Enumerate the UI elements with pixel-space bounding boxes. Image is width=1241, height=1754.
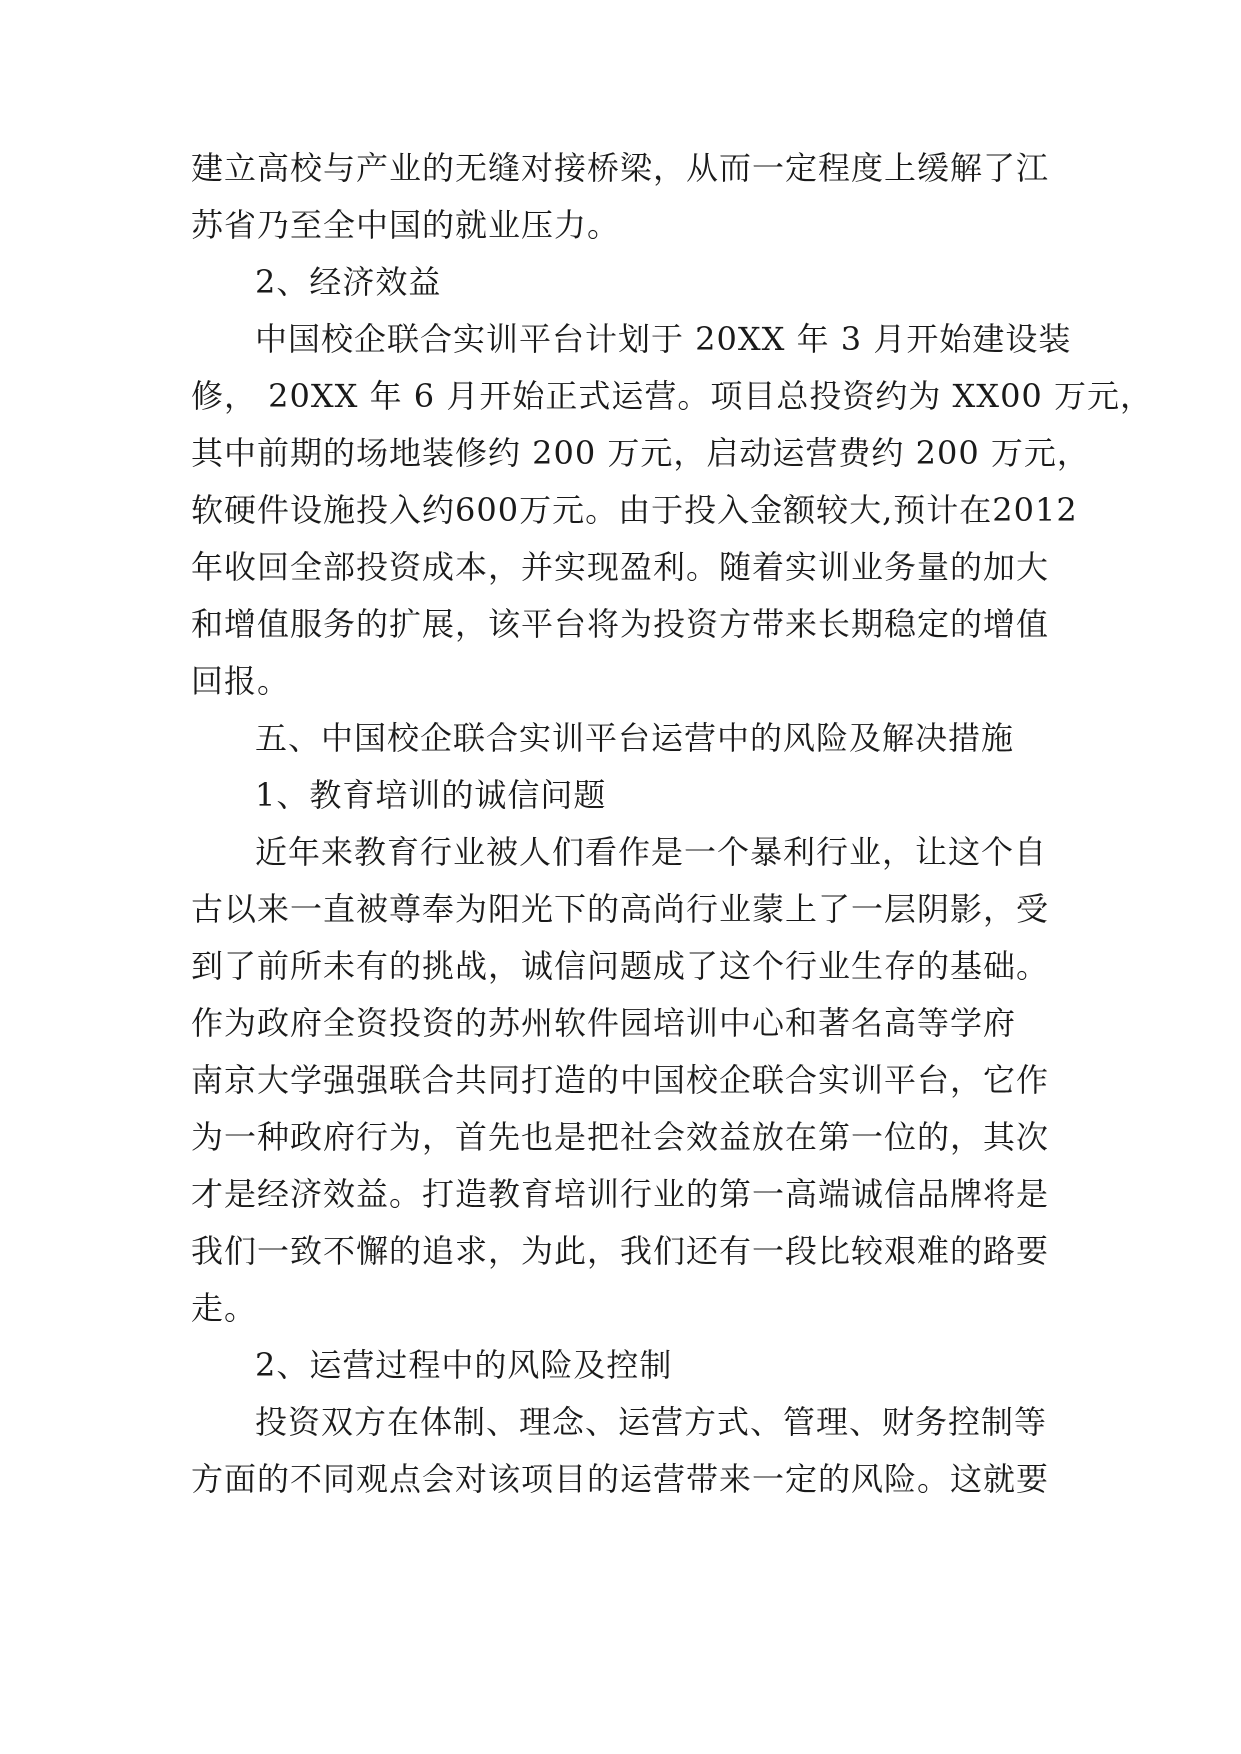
text-line: 为一种政府行为，首先也是把社会效益放在第一位的，其次	[191, 1118, 1050, 1156]
text-line: 作为政府全资投资的苏州软件园培训中心和著名高等学府	[191, 1004, 1017, 1042]
text-line: 我们一致不懈的追求，为此，我们还有一段比较艰难的路要	[191, 1232, 1050, 1270]
text-line: 方面的不同观点会对该项目的运营带来一定的风险。这就要	[191, 1460, 1050, 1498]
text-line: 近年来教育行业被人们看作是一个暴利行业，让这个自	[255, 833, 1048, 871]
section-heading: 1、教育培训的诚信问题	[255, 776, 607, 814]
text-line: 南京大学强强联合共同打造的中国校企联合实训平台，它作	[191, 1061, 1050, 1099]
text-line: 苏省乃至全中国的就业压力。	[191, 206, 621, 244]
text-line: 才是经济效益。打造教育培训行业的第一高端诚信品牌将是	[191, 1175, 1050, 1213]
text-line: 和增值服务的扩展，该平台将为投资方带来长期稳定的增值	[191, 605, 1050, 643]
text-line: 到了前所未有的挑战，诚信问题成了这个行业生存的基础。	[191, 947, 1050, 985]
section-heading: 五、中国校企联合实训平台运营中的风险及解决措施	[255, 719, 1015, 757]
text-line: 其中前期的场地装修约 200 万元，启动运营费约 200 万元，	[191, 434, 1090, 472]
text-line: 软硬件设施投入约600万元。由于投入金额较大,预计在2012	[191, 491, 1078, 529]
text-line: 年收回全部投资成本，并实现盈利。随着实训业务量的加大	[191, 548, 1050, 586]
text-line: 建立高校与产业的无缝对接桥梁，从而一定程度上缓解了江	[191, 149, 1050, 187]
text-line: 走。	[191, 1289, 258, 1327]
text-line: 古以来一直被尊奉为阳光下的高尚行业蒙上了一层阴影，受	[191, 890, 1050, 928]
text-line: 回报。	[191, 662, 291, 700]
section-heading: 2、运营过程中的风险及控制	[255, 1346, 673, 1384]
text-line: 投资双方在体制、理念、运营方式、管理、财务控制等	[255, 1403, 1048, 1441]
section-heading: 2、经济效益	[255, 263, 442, 301]
text-line: 修， 20XX 年 6 月开始正式运营。项目总投资约为 XX00 万元，	[191, 377, 1153, 415]
text-line: 中国校企联合实训平台计划于 20XX 年 3 月开始建设装	[255, 320, 1072, 358]
